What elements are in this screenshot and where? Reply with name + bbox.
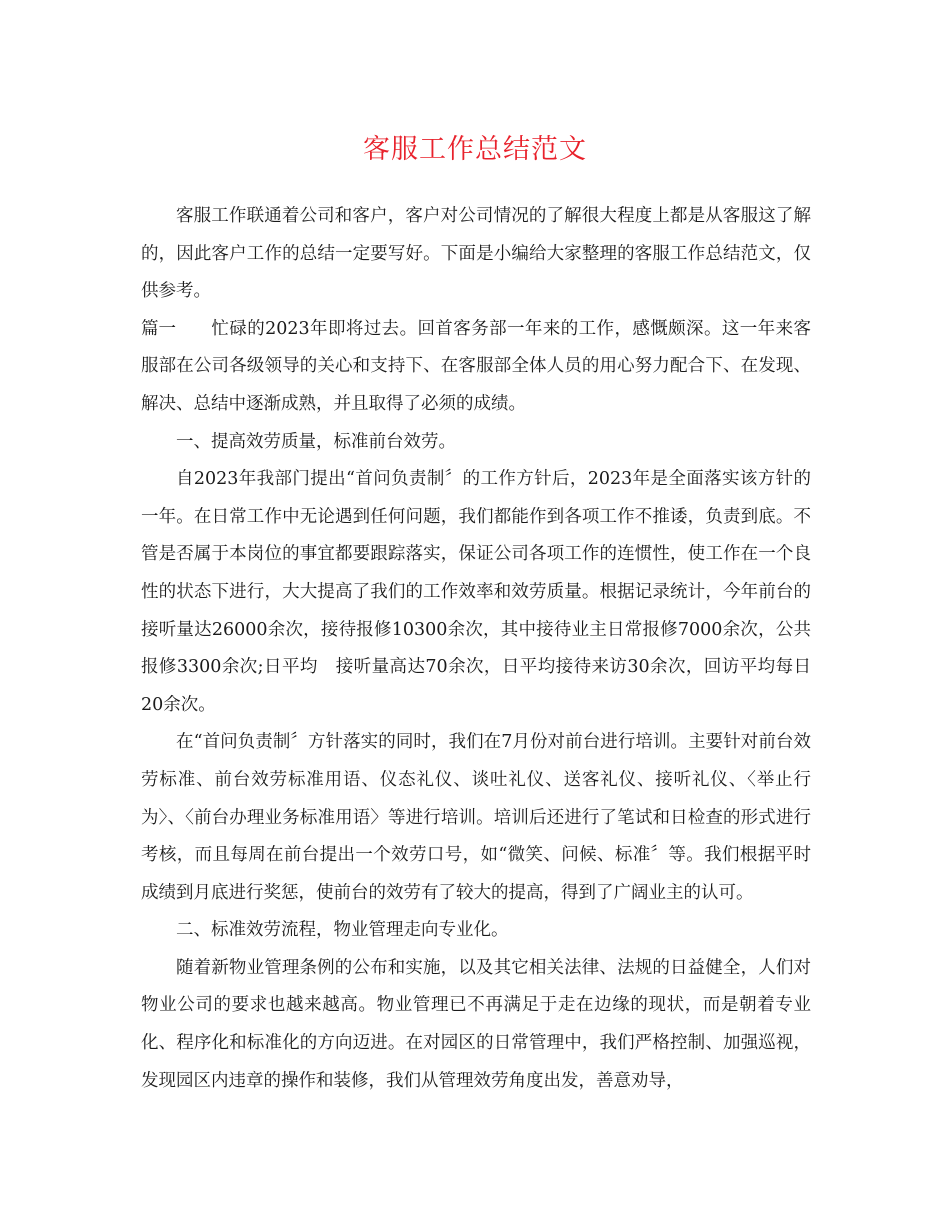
section-tag: 篇一 [141,318,176,339]
heading-1: 一、提高效劳质量，标准前台效劳。 [176,431,456,452]
intro-paragraph: 客服工作联通着公司和客户，客户对公司情况的了解很大程度上都是从客服这了解的，因此客户工作的总结一定要写好。下面是小编给大家整理的客服工作总结范文，仅供参考。 [141,206,811,302]
paragraph-4: 随着新物业管理条例的公布和实施，以及其它相关法律、法规的日益健全，人们对物业公司的要求也越来越高。物业管理已不再满足于走在边缘的现状，而是朝着专业化、程序化和标准化的方向迈进。在对园区的日常管理中，我们严格控制、加强巡视，发现园区内违章的操作和装修，我们从管理效劳角度出发，善意劝导， [141,957,811,1091]
paragraph-3: 在“首问负责制〞方针落实的同时，我们在7月份对前台进行培训。主要针对前台效劳标准、前台效劳标准用语、仪态礼仪、谈吐礼仪、送客礼仪、接听礼仪、〈举止行为〉、〈前台办理业务标准用语〉等进行培训。培训后还进行了笔试和日检查的形式进行考核，而且每周在前台提出一个效劳口号，如“微笑、问候、标准〞等。我们根据平时成绩到月底进行奖惩，使前台的效劳有了较大的提高，得到了广阔业主的认可。 [141,732,811,903]
document-body [141,198,829,1100]
heading-2: 二、标准效劳流程，物业管理走向专业化。 [176,920,509,941]
paragraph-2: 自2023年我部门提出“首问负责制〞的工作方针后，2023年是全面落实该方针的一年。在日常工作中无论遇到任何问题，我们都能作到各项工作不推诿，负责到底。不管是否属于本岗位的事宜都要跟踪落实，保证公司各项工作的连惯性，使工作在一个良性的状态下进行，大大提高了我们的工作效率和效劳质量。根据记录统计，今年前台的 接听量达26000余次，接待报修10300余次，其中接待业主日常报修7000余次，公共报修3300余次;日平均 接听量高达70余次，日平均接待来访30余次，回访平均每日20余次。 [141,469,829,715]
section-paragraph-1-text: 忙碌的2023年即将过去。回首客务部一年来的工作，感慨颇深。这一年来客服部在公司各级领导的关心和支持下、在客服部全体人员的用心努力配合下、在发现、解决、总结中逐渐成熟，并且取得了必须的成绩。 [141,318,811,414]
section-paragraph-1 [141,311,811,424]
document-title: 客服工作总结范文 [363,134,587,165]
